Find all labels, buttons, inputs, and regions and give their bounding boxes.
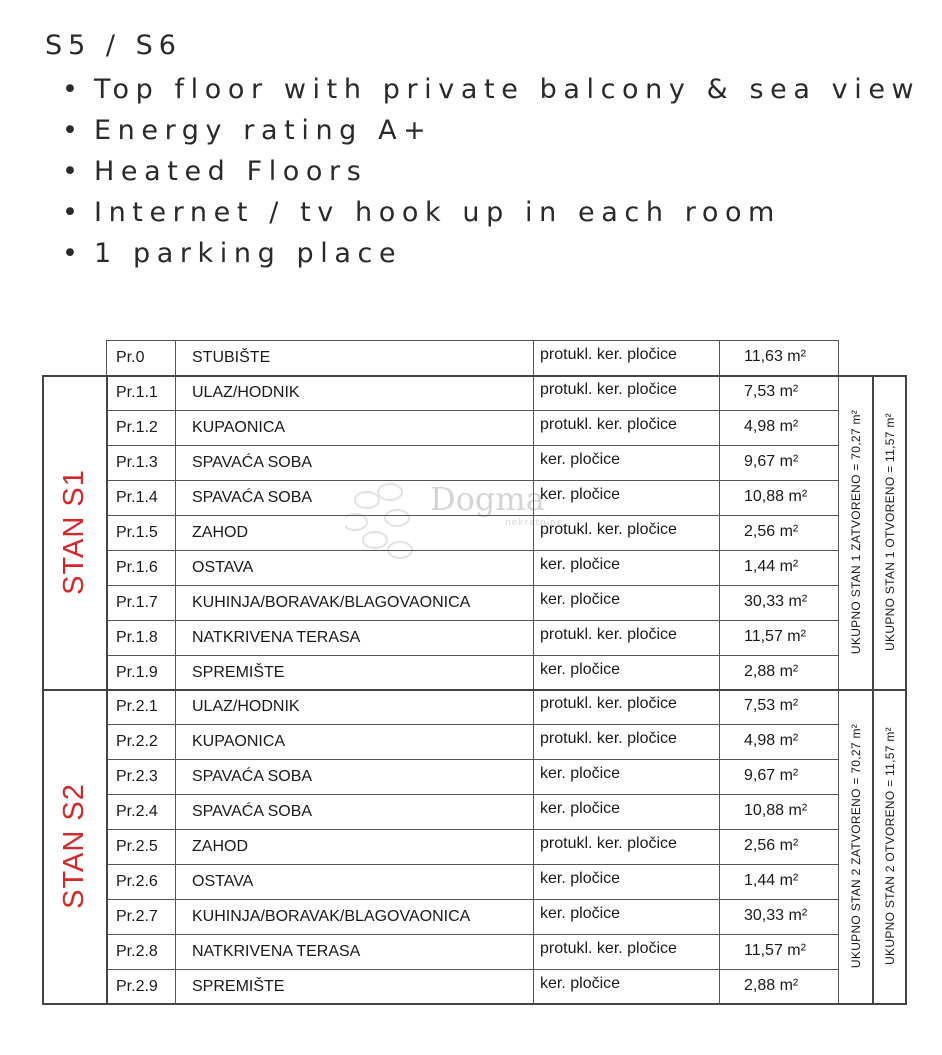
- feature-list: [62, 72, 920, 277]
- room-area: 30,33 m²: [720, 585, 839, 620]
- unit-s1-closed-total: UKUPNO STAN 1 ZATVORENO = 70,27 m²: [849, 409, 863, 655]
- watermark-text: Dogma: [430, 480, 545, 518]
- floor-type: ker. pločice: [534, 969, 720, 1004]
- room-code: Pr.2.6: [106, 864, 176, 899]
- floor-type: protukl. ker. pločice: [534, 410, 720, 445]
- floor-type: ker. pločice: [534, 794, 720, 829]
- table-right-border: [905, 375, 907, 1005]
- table-row: [106, 480, 839, 515]
- floor-type: ker. pločice: [534, 550, 720, 585]
- list-item: [62, 236, 920, 277]
- room-code: Pr.2.7: [106, 899, 176, 934]
- floor-type: ker. pločice: [534, 445, 720, 480]
- room-name: SPREMIŠTE: [176, 969, 534, 1004]
- bullet-icon: •: [62, 156, 78, 187]
- unit-s2-label: STAN S2: [58, 783, 90, 909]
- room-area: 1,44 m²: [720, 864, 839, 899]
- feature-text: 1 parking place: [94, 238, 403, 269]
- unit-s1-label: STAN S1: [58, 469, 90, 595]
- unit-s1-open-total: UKUPNO STAN 1 OTVORENO = 11,57 m²: [883, 413, 897, 651]
- room-name: NATKRIVENA TERASA: [176, 620, 534, 655]
- table-row: [106, 794, 839, 829]
- room-area: 9,67 m²: [720, 445, 839, 480]
- room-code: Pr.1.6: [106, 550, 176, 585]
- room-area: 10,88 m²: [720, 480, 839, 515]
- room-name: KUHINJA/BORAVAK/BLAGOVAONICA: [176, 899, 534, 934]
- table-left-border: [42, 375, 44, 1005]
- feature-text: Internet / tv hook up in each room: [94, 197, 781, 228]
- room-area: 11,57 m²: [720, 620, 839, 655]
- room-code: Pr.2.8: [106, 934, 176, 969]
- room-area: 4,98 m²: [720, 410, 839, 445]
- room-area: 7,53 m²: [720, 689, 839, 724]
- room-code: Pr.1.2: [106, 410, 176, 445]
- unit-s2-closed-total: UKUPNO STAN 2 ZATVORENO = 70,27 m²: [849, 723, 863, 969]
- table-row: [106, 934, 839, 969]
- room-name: NATKRIVENA TERASA: [176, 934, 534, 969]
- floor-type: protukl. ker. pločice: [534, 724, 720, 759]
- table-row: [106, 375, 839, 410]
- table-row: [106, 585, 839, 620]
- feature-text: Heated Floors: [94, 156, 368, 187]
- room-name: ULAZ/HODNIK: [176, 689, 534, 724]
- room-code: Pr.1.5: [106, 515, 176, 550]
- room-code: Pr.1.1: [106, 375, 176, 410]
- room-area: 11,63 m²: [720, 340, 839, 375]
- floor-type: protukl. ker. pločice: [534, 934, 720, 969]
- feature-text: Energy rating A+: [94, 115, 433, 146]
- floor-type: ker. pločice: [534, 585, 720, 620]
- room-area: 30,33 m²: [720, 899, 839, 934]
- room-area: 10,88 m²: [720, 794, 839, 829]
- room-area: 2,56 m²: [720, 515, 839, 550]
- room-area: 7,53 m²: [720, 375, 839, 410]
- table-bottom-border: [42, 1003, 907, 1005]
- room-name: SPAVAĆA SOBA: [176, 480, 534, 515]
- table-row: [106, 969, 839, 1004]
- floor-type: protukl. ker. pločice: [534, 515, 720, 550]
- floor-type: ker. pločice: [534, 655, 720, 690]
- table-row: [106, 620, 839, 655]
- room-code: Pr.1.4: [106, 480, 176, 515]
- floor-type: protukl. ker. pločice: [534, 620, 720, 655]
- table-row: [106, 899, 839, 934]
- room-code: Pr.2.2: [106, 724, 176, 759]
- table-row: [106, 515, 839, 550]
- unit1-top-border: [42, 375, 907, 377]
- floor-type: ker. pločice: [534, 899, 720, 934]
- room-name: OSTAVA: [176, 550, 534, 585]
- room-code: Pr.1.7: [106, 585, 176, 620]
- bullet-icon: •: [62, 238, 78, 269]
- feature-text: Top floor with private balcony & sea view: [94, 74, 921, 105]
- room-area: 1,44 m²: [720, 550, 839, 585]
- floor-type: protukl. ker. pločice: [534, 829, 720, 864]
- room-area: 11,57 m²: [720, 934, 839, 969]
- bullet-icon: •: [62, 74, 78, 105]
- table-row: [106, 445, 839, 480]
- totals-divider: [872, 375, 874, 1005]
- table-row: [106, 829, 839, 864]
- room-name: SPAVAĆA SOBA: [176, 759, 534, 794]
- room-name: OSTAVA: [176, 864, 534, 899]
- unit-s2-open-total: UKUPNO STAN 2 OTVORENO = 11,57 m²: [883, 727, 897, 965]
- room-code: Pr.2.5: [106, 829, 176, 864]
- room-name: STUBIŠTE: [176, 340, 534, 375]
- room-name: SPAVAĆA SOBA: [176, 794, 534, 829]
- table-row: [106, 655, 839, 690]
- room-area: 2,56 m²: [720, 829, 839, 864]
- room-area: 4,98 m²: [720, 724, 839, 759]
- room-area: 2,88 m²: [720, 969, 839, 1004]
- label-column-border: [106, 375, 108, 1005]
- floor-type: protukl. ker. pločice: [534, 689, 720, 724]
- room-code: Pr.2.4: [106, 794, 176, 829]
- room-name: SPREMIŠTE: [176, 655, 534, 690]
- room-name: ZAHOD: [176, 829, 534, 864]
- room-code: Pr.2.9: [106, 969, 176, 1004]
- list-item: [62, 72, 920, 113]
- floor-type: ker. pločice: [534, 759, 720, 794]
- list-item: [62, 154, 920, 195]
- room-name: ULAZ/HODNIK: [176, 375, 534, 410]
- table-row: [106, 724, 839, 759]
- room-name: KUPAONICA: [176, 724, 534, 759]
- room-area: 2,88 m²: [720, 655, 839, 690]
- room-code: Pr.2.3: [106, 759, 176, 794]
- floor-type: protukl. ker. pločice: [534, 375, 720, 410]
- table-row: [106, 340, 839, 375]
- table-row: [106, 410, 839, 445]
- room-name: ZAHOD: [176, 515, 534, 550]
- room-area: 9,67 m²: [720, 759, 839, 794]
- list-item: [62, 195, 920, 236]
- room-name: SPAVAĆA SOBA: [176, 445, 534, 480]
- watermark-subtext: nekretnine: [505, 518, 564, 528]
- floor-type: protukl. ker. pločice: [534, 340, 720, 375]
- bullet-icon: •: [62, 197, 78, 228]
- room-code: Pr.1.3: [106, 445, 176, 480]
- room-code: Pr.1.8: [106, 620, 176, 655]
- room-name: KUHINJA/BORAVAK/BLAGOVAONICA: [176, 585, 534, 620]
- room-code: Pr.1.9: [106, 655, 176, 690]
- floor-type: ker. pločice: [534, 480, 720, 515]
- bullet-icon: •: [62, 115, 78, 146]
- page-title: S5 / S6: [45, 30, 182, 61]
- room-code: Pr.0: [106, 340, 176, 375]
- table-row: [106, 864, 839, 899]
- floor-type: ker. pločice: [534, 864, 720, 899]
- table-row: [106, 759, 839, 794]
- room-code: Pr.2.1: [106, 689, 176, 724]
- room-name: KUPAONICA: [176, 410, 534, 445]
- table-row: [106, 550, 839, 585]
- list-item: [62, 113, 920, 154]
- table-row: [106, 689, 839, 724]
- unit-divider: [42, 689, 907, 691]
